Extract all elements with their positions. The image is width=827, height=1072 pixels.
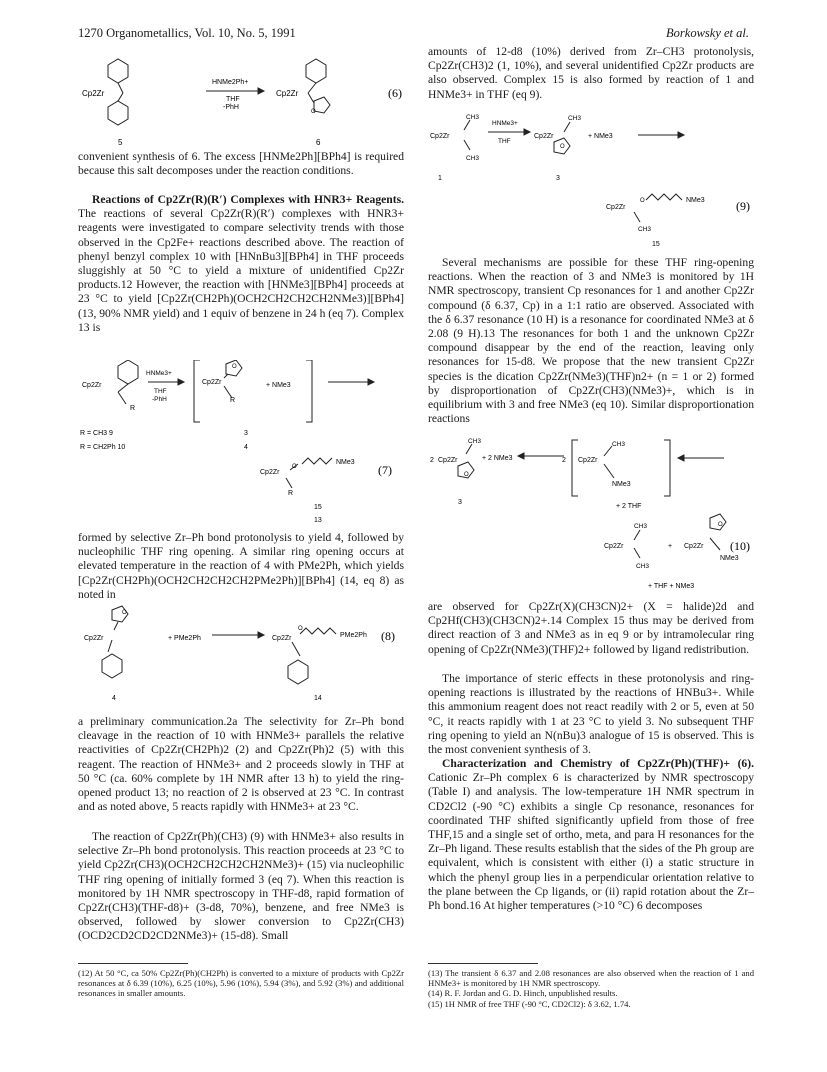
equation-9: [428, 110, 758, 250]
right-paragraph-3: are observed for Cp2Zr(X)(CH3CN)2+ (X = halide)2d and Cp2Hf(CH3)(CH3CN)2+.14 Complex 15 thus may be derived from direct reaction of 3 and NMe3 as in eq 9 or by intramolecular ring opening of Cp2Zr(NMe3)(THF)2+ followed by ligand redistribution.: [428, 600, 754, 656]
svg-text:13: 13: [314, 517, 322, 524]
right-paragraph-1: amounts of 12-d8 (10%) derived from Zr–CH3 protonolysis, Cp2Zr(CH3)2 (1, 10%), and several unidentified Cp2Zr products are also observed. Complex 15 is also formed by reaction of 1 and HNMe3+ in THF (eq 9).: [428, 45, 754, 101]
svg-text:Cp2Zr: Cp2Zr: [534, 133, 554, 140]
journal-header: 1270 Organometallics, Vol. 10, No. 5, 1991: [78, 26, 296, 40]
footnote-rule: [78, 963, 188, 964]
svg-text:O: O: [640, 198, 645, 204]
svg-text:Cp2Zr: Cp2Zr: [82, 382, 102, 389]
left-paragraph-5: The reaction of Cp2Zr(Ph)(CH3) (9) with HNMe3+ also results in selective Zr–Ph bond protonolysis. This reaction proceeds at 23 °C to yield Cp2Zr(CH3)(OCH2CH2CH2CH2NMe3)+ (15) via nucleophilic THF ring opening of initially formed 3 (eq 7). When this reaction is monitored by 1H NMR spectroscopy in THF-d8, rapid formation of Cp2Zr(CH3)(THF-d8)+ (3-d8, 70%), benzene, and free NMe3 is observed, followed by slower conversion to Cp2Zr(CH3)(OCD2CD2CD2CD2NMe3)+ (15-d8). Small: [78, 830, 404, 943]
svg-text:Cp2Zr: Cp2Zr: [272, 635, 292, 642]
left-paragraph-1: convenient synthesis of 6. The excess [HNMe2Ph][BPh4] is required because this salt decomposes under the reaction conditions.: [78, 150, 404, 178]
left-paragraph-2: Reactions of Cp2Zr(R)(R′) Complexes with HNR3+ Reagents. The reactions of several Cp2Zr(R)(R′) complexes with HNR3+ reagents were investigated to compare selectivity trends with those observed in the Cp2Fe+ reactions described above. The reaction of phenyl benzyl complex 10 with [HNnBu3][BPh4] in THF proceeds sluggishly at 50 °C to yield a mixture of unidentified Cp2Zr products.12 However, the reaction with [HNMe3][BPh4] proceeds at 23 °C to yield [Cp2Zr(CH2Ph)(OCH2CH2CH2CH2NMe3)][BPh4] (13, 90% NMR yield) and 1 equiv of benzene in 24 h (eq 7). Complex 13 is: [78, 193, 404, 334]
footnote-12: (12) At 50 °C, ca 50% Cp2Zr(Ph)(CH2Ph) is converted to a mixture of products with Cp2Zr resonances at δ 6.39 (10%), 6.25 (10%), 5.96 (10%), 5.94 (3%), and 5.92 (3%) and additional resonances in smaller amounts.: [78, 968, 404, 999]
svg-text:THF: THF: [154, 388, 167, 395]
svg-text:CH3: CH3: [634, 523, 648, 530]
svg-text:+ NMe3: + NMe3: [266, 382, 291, 389]
svg-text:2: 2: [562, 457, 566, 464]
svg-text:O: O: [718, 522, 723, 528]
svg-text:HNMe3+: HNMe3+: [146, 370, 172, 377]
svg-text:O: O: [464, 472, 469, 478]
svg-text:-PhH: -PhH: [223, 104, 239, 111]
right-paragraph-5: Characterization and Chemistry of Cp2Zr(Ph)(THF)+ (6). Cationic Zr–Ph complex 6 is characterized by NMR spectroscopy (Table I) and analysis. The low-temperature 1H NMR spectrum in CD2Cl2 (-90 °C) exhibits a single Cp resonance, resonances for coordinated THF shifted significantly upfield from those of free THF,15 and a single set of ortho, meta, and para H resonances for the Zr–Ph ligand. These results establish that the sides of the Ph group are equivalent, which is consistent with either (i) a static structure in which the phenyl group lies in a perpendicular orientation relative to the plane between the Cp ligands, or (ii) rapid rotation about the Zr–Ph bond.16 At higher temperatures (>10 °C) 6 decomposes: [428, 757, 754, 913]
svg-text:HNMe3+: HNMe3+: [492, 120, 518, 127]
authors-header: Borkowsky et al.: [666, 26, 749, 40]
equation-6: [78, 45, 408, 145]
svg-text:-PhH: -PhH: [152, 396, 167, 403]
svg-text:(8): (8): [381, 629, 395, 643]
svg-text:Cp2Zr: Cp2Zr: [606, 204, 626, 211]
svg-text:Cp2Zr: Cp2Zr: [684, 543, 704, 550]
svg-text:1: 1: [438, 175, 442, 182]
reactant-label: Cp2Zr: [82, 89, 105, 98]
svg-text:NMe3: NMe3: [336, 459, 355, 466]
svg-text:+ NMe3: + NMe3: [588, 133, 613, 140]
svg-text:O: O: [232, 364, 237, 370]
svg-text:3: 3: [244, 430, 248, 437]
section-heading: Characterization and Chemistry of Cp2Zr(Ph)(THF)+ (6).: [442, 757, 754, 770]
footnotes-right: [428, 968, 754, 1009]
svg-text:O: O: [560, 144, 565, 150]
svg-text:Cp2Zr: Cp2Zr: [430, 133, 450, 140]
svg-text:CH3: CH3: [636, 563, 650, 570]
right-paragraph-2: Several mechanisms are possible for these THF ring-opening reactions. When the reaction of 3 and NMe3 is monitored by 1H NMR spectroscopy, transient Cp resonances for 1 and another Cp2Zr compound (δ 6.37, Cp) in a 1:1 ratio are observed. Associated with the δ 6.37 resonance (10 H) is a resonance for coordinated NMe3 at δ 2.08 (9 H).13 The resonances for both 1 and the unknown Cp2Zr compound disappear by the end of the reaction, leaving only resonances for 15-d8. We propose that the new transient Cp2Zr species is the dication Cp2Zr(NMe3)(THF)n2+ (n = 1 or 2) formed by disproportionation of Cp2Zr(CH3)(NMe3)+, which is in equilibrium with 3 and free NMe3 (eq 10). Similar disproportionation reactions: [428, 256, 754, 426]
svg-text:Cp2Zr: Cp2Zr: [202, 379, 222, 386]
equation-7: [78, 360, 408, 530]
svg-text:+: +: [668, 543, 673, 550]
phenyl-ring: [108, 59, 128, 83]
footnote-13: (13) The transient δ 6.37 and 2.08 resonances are also observed when the reaction of 1 and HNMe3+ is monitored by 1H NMR spectroscopy.: [428, 968, 754, 989]
svg-text:NMe3: NMe3: [720, 555, 739, 562]
svg-text:O: O: [292, 464, 297, 470]
svg-text:3: 3: [556, 175, 560, 182]
svg-text:Cp2Zr: Cp2Zr: [276, 89, 299, 98]
svg-text:(7): (7): [378, 463, 392, 477]
section-heading: Reactions of Cp2Zr(R)(R′) Complexes with HNR3+ Reagents.: [92, 193, 404, 206]
svg-text:15: 15: [652, 241, 660, 248]
svg-text:THF: THF: [498, 138, 511, 145]
svg-text:R: R: [288, 490, 294, 497]
left-paragraph-4: a preliminary communication.2a The selectivity for Zr–Ph bond cleavage in the reaction of 10 with HNMe3+ parallels the relative reactivities of Cp2Zr(CH2Ph)2 (2) and Cp2Zr(Ph)2 (5) with this reagent. The reaction of HNMe3+ and 2 proceeds slowly in THF at 50 °C (ca. 60% complete by 1H NMR after 13 h) to yield the ring-opened product 13; no reaction of 2 is observed at 23 °C. In contrast and as noted above, 5 reacts rapidly with HNMe3+ at 23 °C.: [78, 715, 404, 814]
svg-text:Cp2Zr: Cp2Zr: [260, 469, 280, 476]
svg-text:CH3: CH3: [466, 114, 480, 121]
svg-text:NMe3: NMe3: [686, 197, 705, 204]
svg-text:6: 6: [316, 138, 321, 145]
svg-text:(9): (9): [736, 199, 750, 213]
svg-text:+ PMe2Ph: + PMe2Ph: [168, 635, 201, 642]
svg-text:O: O: [311, 109, 316, 115]
svg-text:CH3: CH3: [468, 438, 482, 445]
left-paragraph-3: formed by selective Zr–Ph bond protonolysis to yield 4, followed by nucleophilic THF ring opening. A similar ring opening occurs at elevated temperature in the reaction of 4 with PMe2Ph, which yields [Cp2Zr(CH2Ph)(OCH2CH2CH2CH2PMe2Ph)][BPh4] (14, eq 8) as noted in: [78, 531, 404, 601]
svg-text:+ 2 NMe3: + 2 NMe3: [482, 455, 513, 462]
svg-text:R: R: [230, 397, 236, 404]
svg-text:R: R: [130, 405, 136, 412]
svg-text:15: 15: [314, 504, 322, 511]
svg-text:+ 2 THF: + 2 THF: [616, 503, 642, 510]
svg-text:Cp2Zr: Cp2Zr: [578, 457, 598, 464]
equation-10: [428, 438, 758, 598]
svg-text:HNMe2Ph+: HNMe2Ph+: [212, 79, 249, 86]
svg-text:CH3: CH3: [466, 155, 480, 162]
svg-text:NMe3: NMe3: [612, 481, 631, 488]
svg-text:R = CH2Ph 10: R = CH2Ph 10: [80, 444, 126, 451]
svg-text:THF: THF: [226, 96, 240, 103]
svg-text:5: 5: [118, 138, 123, 145]
svg-text:Cp2Zr: Cp2Zr: [438, 457, 458, 464]
svg-text:CH3: CH3: [568, 115, 582, 122]
svg-text:14: 14: [314, 695, 322, 702]
svg-text:3: 3: [458, 499, 462, 506]
svg-text:(10): (10): [730, 539, 750, 553]
svg-text:4: 4: [244, 444, 248, 451]
svg-text:CH3: CH3: [612, 441, 626, 448]
svg-text:PMe2Ph: PMe2Ph: [340, 632, 367, 639]
svg-text:CH3: CH3: [638, 226, 652, 233]
svg-text:+ THF + NMe3: + THF + NMe3: [648, 583, 695, 590]
phenyl-ring: [108, 101, 128, 125]
footnote-14: (14) R. F. Jordan and G. D. Hinch, unpublished results.: [428, 988, 618, 999]
svg-text:Cp2Zr: Cp2Zr: [604, 543, 624, 550]
footnote-rule: [428, 963, 538, 964]
equation-number: (6): [388, 86, 402, 100]
svg-text:R = CH3 9: R = CH3 9: [80, 430, 113, 437]
svg-text:2: 2: [430, 457, 434, 464]
right-paragraph-4: The importance of steric effects in these protonolysis and ring-opening reactions is illustrated by the reactions of HNBu3+. While this ammonium reagent does not react readily with 2 or 5, even at 50 °C, it reacts rapidly with 1 at 23 °C to yield 3. No subsequent THF ring opening to yield an N(nBu)3 analogue of 15 is observed. This is the most convenient synthesis of 3.: [428, 672, 754, 757]
svg-text:Cp2Zr: Cp2Zr: [84, 635, 104, 642]
equation-8: [78, 600, 408, 710]
svg-text:O: O: [122, 610, 127, 616]
footnote-15: (15) 1H NMR of free THF (-90 °C, CD2Cl2): δ 3.62, 1.74.: [428, 998, 631, 1009]
svg-text:O: O: [298, 626, 303, 632]
svg-text:4: 4: [112, 695, 116, 702]
